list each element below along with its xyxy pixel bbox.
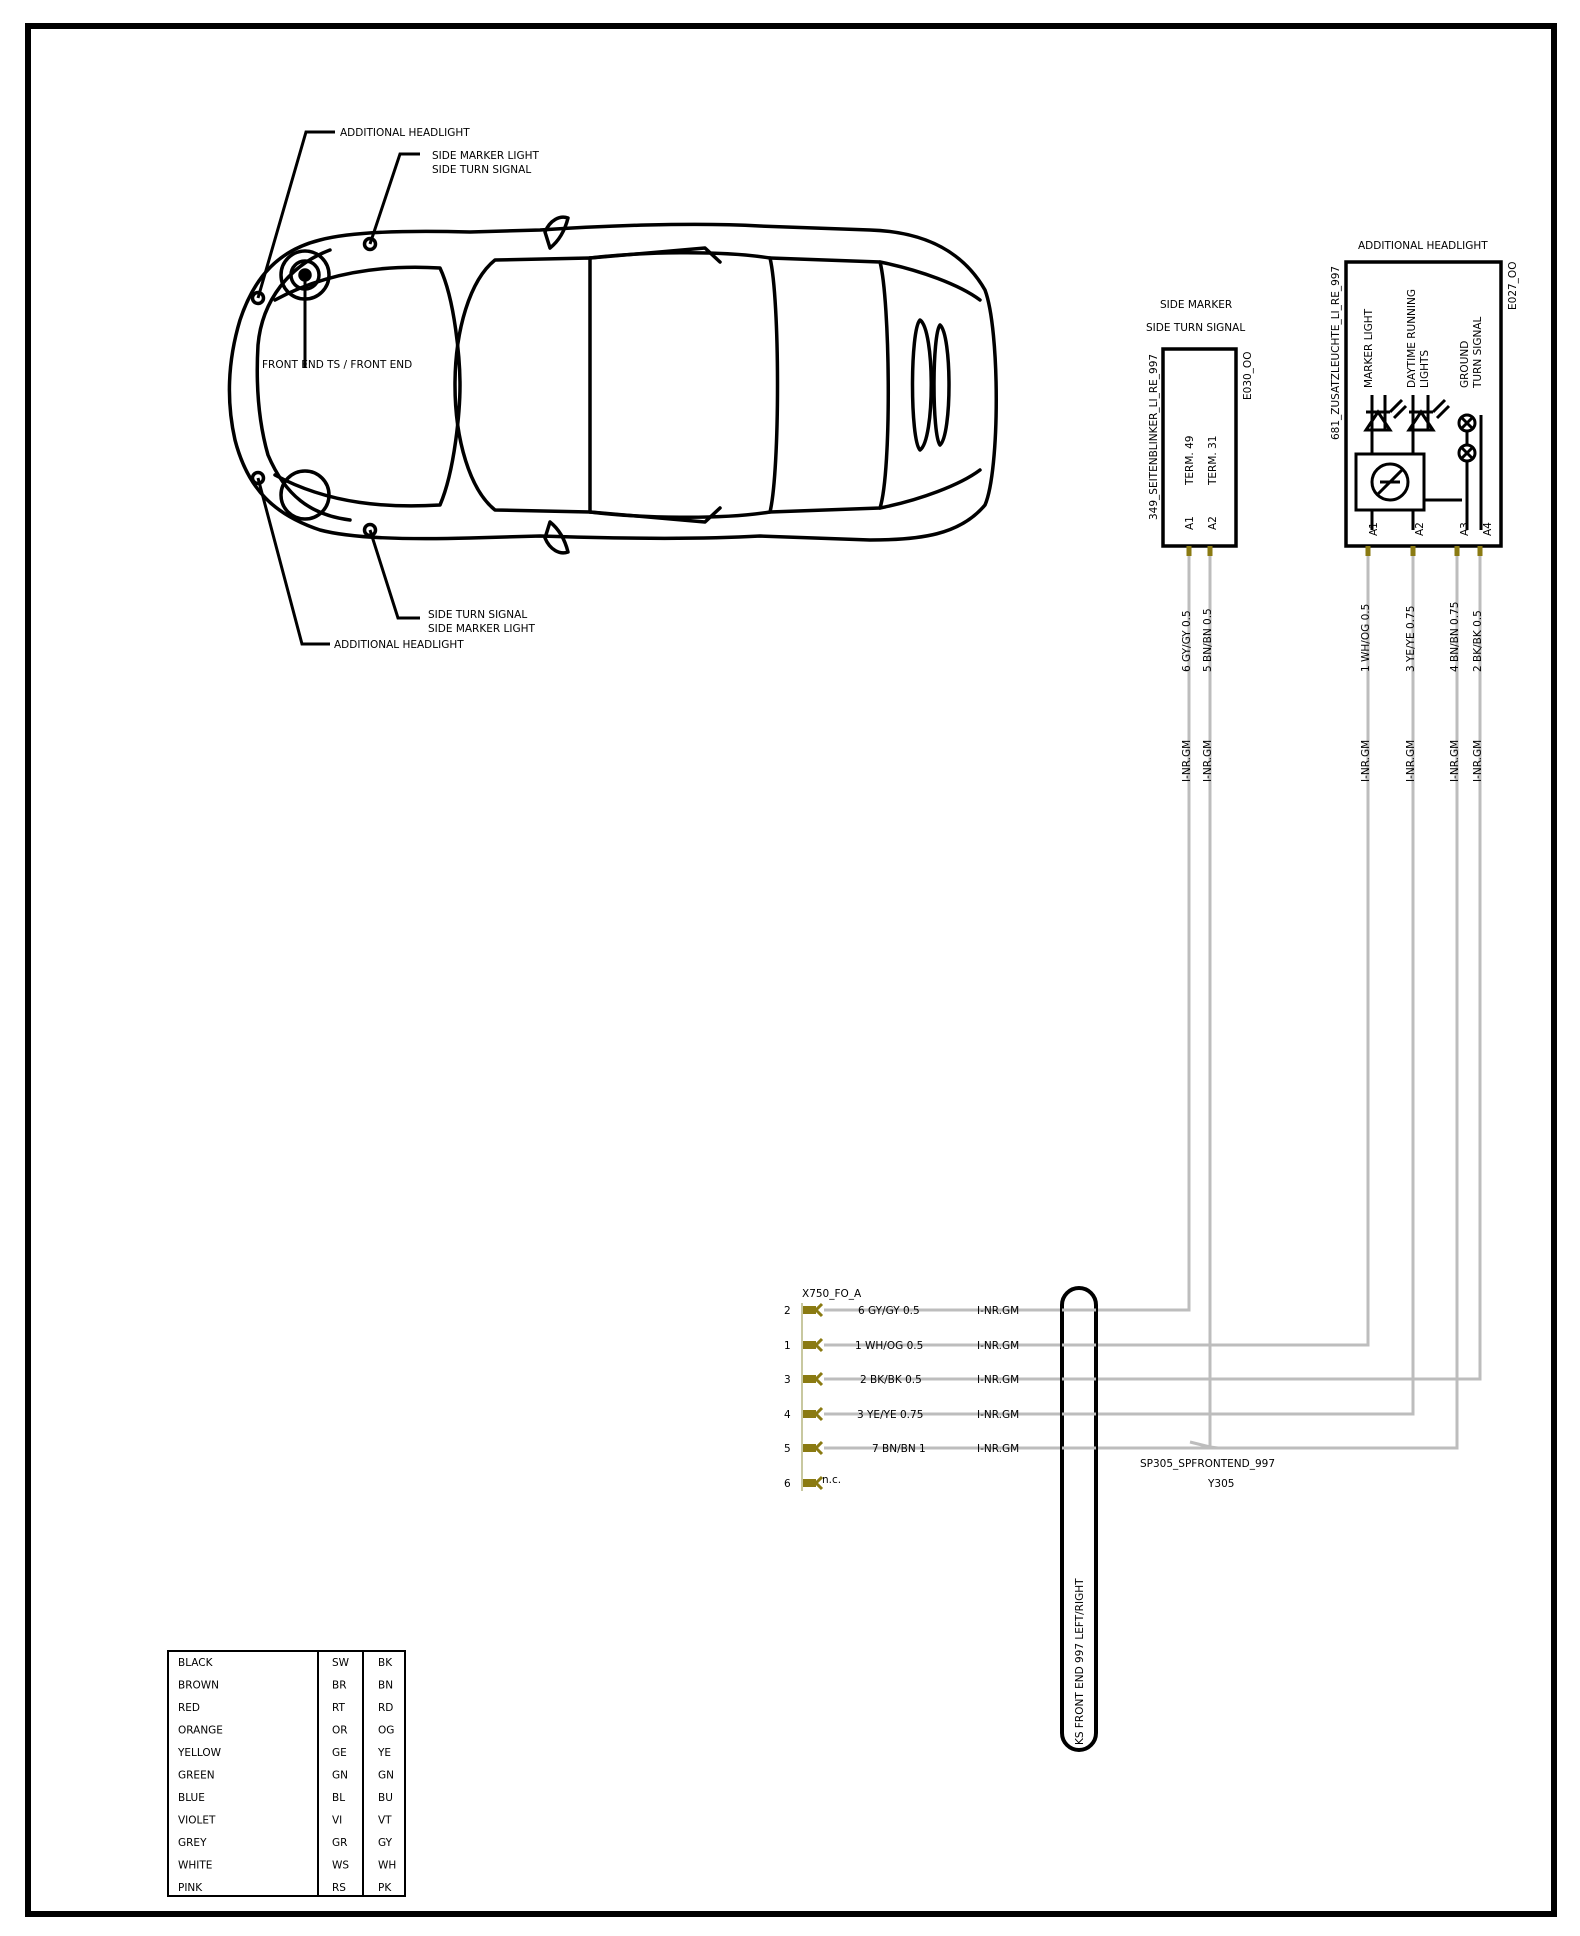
legend-color-name: PINK: [178, 1882, 203, 1894]
page-border: [28, 26, 1554, 1914]
legend-german-code: BR: [332, 1679, 347, 1692]
legend-color-name: BLACK: [178, 1657, 213, 1669]
side-marker-pin-a2: A2: [1207, 516, 1219, 530]
side-marker-code: E030_OO: [1242, 351, 1254, 400]
side-marker-pin-a1: A1: [1184, 516, 1196, 530]
pin-number: 4: [784, 1409, 791, 1421]
pin-wire-label: 7 BN/BN 1: [872, 1443, 926, 1455]
legend-german-code: RT: [332, 1702, 345, 1714]
legend-color-name: BLUE: [178, 1792, 205, 1804]
additional-headlight-part-name: 681_ZUSATZLEUCHTE_LI_RE_997: [1330, 265, 1342, 440]
drl-label-1: DAYTIME RUNNING: [1406, 288, 1418, 388]
wires: [824, 556, 1480, 1448]
legend-german-code: SW: [332, 1657, 350, 1669]
legend-english-code: BU: [378, 1792, 393, 1804]
legend-english-code: PK: [378, 1882, 392, 1894]
vwire-route-2: I-NR.GM: [1360, 739, 1372, 782]
connector-pin: [784, 1373, 1019, 1386]
wire-bk-bk: [824, 556, 1480, 1379]
connector-pin: [784, 1304, 1019, 1317]
ground-label-2: TURN SIGNAL: [1472, 316, 1484, 388]
legend-german-code: WS: [332, 1859, 350, 1872]
side-marker-subtitle: SIDE TURN SIGNAL: [1146, 322, 1246, 334]
wire-gy-gy: [824, 556, 1189, 1310]
car-top-view: [229, 217, 996, 553]
label-side-marker-bottom: SIDE MARKER LIGHT: [428, 623, 535, 635]
label-additional-headlight-bottom: ADDITIONAL HEADLIGHT: [334, 639, 464, 651]
legend-color-name: YELLOW: [178, 1747, 222, 1759]
legend-german-code: BL: [332, 1792, 346, 1804]
pin-wire-label: 1 WH/OG 0.5: [855, 1340, 924, 1352]
side-marker-term-31: TERM. 31: [1207, 435, 1219, 485]
legend-color-name: ORANGE: [178, 1724, 223, 1737]
pin-wire-label: 2 BK/BK 0.5: [860, 1374, 922, 1386]
legend-english-code: GY: [378, 1837, 393, 1849]
connector-pin: [784, 1442, 1019, 1455]
legend-color-name: BROWN: [178, 1679, 220, 1692]
legend-english-code: WH: [378, 1859, 397, 1872]
pin-number: 2: [784, 1305, 791, 1317]
label-side-marker-top: SIDE MARKER LIGHT: [432, 150, 539, 162]
legend-german-code: GR: [332, 1837, 348, 1849]
pin-number: 5: [784, 1443, 791, 1455]
legend-color-name: RED: [178, 1702, 201, 1714]
vwire-color-0: 6 GY/GY 0.5: [1181, 610, 1193, 672]
headlight-internal-symbols: [1356, 395, 1481, 530]
splice-name: SP305_SPFRONTEND_997: [1140, 1458, 1276, 1470]
additional-headlight-code: E027_OO: [1507, 261, 1519, 310]
connector-name: X750_FO_A: [802, 1288, 862, 1300]
legend-german-code: GE: [332, 1747, 347, 1759]
pin-nc-label: n.c.: [822, 1474, 842, 1486]
legend-color-name: GREY: [178, 1837, 207, 1849]
legend-english-code: YE: [378, 1747, 392, 1759]
pin-wire-label: 6 GY/GY 0.5: [858, 1305, 920, 1317]
headlight-pin-a3: A3: [1459, 522, 1471, 536]
pin-wire-label: 3 YE/YE 0.75: [857, 1409, 924, 1421]
wire-ye-ye: [824, 556, 1413, 1414]
legend-german-code: GN: [332, 1769, 348, 1782]
vwire-route-1: I-NR.GM: [1202, 739, 1214, 782]
vwire-route-0: I-NR.GM: [1181, 739, 1193, 782]
legend-english-code: VT: [378, 1814, 392, 1827]
drl-label-2: LIGHTS: [1419, 349, 1431, 388]
legend-english-code: GN: [378, 1769, 394, 1782]
connector-pins: [784, 1303, 1019, 1491]
legend-english-code: OG: [378, 1724, 395, 1737]
vertical-wire-labels: [1181, 602, 1484, 782]
vwire-color-3: 3 YE/YE 0.75: [1405, 605, 1417, 672]
pin-route-label: I-NR.GM: [977, 1374, 1020, 1386]
side-marker-box: [1163, 349, 1236, 546]
pin-number: 3: [784, 1374, 791, 1386]
connector-pin: [784, 1339, 1019, 1352]
legend-english-code: BN: [378, 1679, 394, 1692]
side-marker-term-49: TERM. 49: [1184, 435, 1196, 485]
pin-route-label: I-NR.GM: [977, 1409, 1020, 1421]
vwire-route-5: I-NR.GM: [1472, 739, 1484, 782]
harness-label: KS FRONT END 997 LEFT/RIGHT: [1074, 1578, 1086, 1745]
side-marker-part-name: 349_SEITENBLINKER_LI_RE_997: [1148, 353, 1160, 520]
legend-english-code: RD: [378, 1702, 394, 1714]
ground-label-1: GROUND: [1459, 340, 1471, 388]
pin-number: 1: [784, 1340, 791, 1352]
vwire-route-3: I-NR.GM: [1405, 739, 1417, 782]
headlight-pin-a1: A1: [1368, 522, 1380, 536]
legend-german-code: OR: [332, 1724, 348, 1737]
legend-color-name: GREEN: [178, 1769, 215, 1782]
color-legend: [168, 1651, 405, 1896]
vwire-route-4: I-NR.GM: [1449, 739, 1461, 782]
legend-german-code: RS: [332, 1882, 346, 1894]
legend-german-code: VI: [332, 1814, 343, 1827]
legend-color-name: WHITE: [178, 1859, 213, 1872]
side-marker-title: SIDE MARKER: [1160, 299, 1233, 311]
vwire-color-1: 5 BN/BN 0.5: [1202, 608, 1214, 672]
legend-english-code: BK: [378, 1657, 393, 1669]
vwire-color-5: 2 BK/BK 0.5: [1472, 610, 1484, 672]
connector-pin: [784, 1408, 1019, 1421]
headlight-pin-a4: A4: [1482, 522, 1494, 536]
pin-number: 6: [784, 1478, 791, 1490]
car-leader-lines: [258, 132, 420, 644]
label-side-turn-bottom: SIDE TURN SIGNAL: [428, 609, 528, 621]
additional-headlight-title: ADDITIONAL HEADLIGHT: [1358, 240, 1488, 252]
vwire-color-4: 4 BN/BN 0.75: [1449, 601, 1461, 672]
pin-route-label: I-NR.GM: [977, 1340, 1020, 1352]
label-additional-headlight-top: ADDITIONAL HEADLIGHT: [340, 127, 470, 139]
pin-route-label: I-NR.GM: [977, 1305, 1020, 1317]
splice-code: Y305: [1208, 1478, 1235, 1490]
vwire-color-2: 1 WH/OG 0.5: [1360, 603, 1372, 672]
marker-light-label: MARKER LIGHT: [1363, 308, 1375, 388]
wire-wh-og: [824, 556, 1368, 1345]
label-front-end: FRONT END TS / FRONT END: [262, 359, 413, 371]
label-side-turn-top: SIDE TURN SIGNAL: [432, 164, 532, 176]
headlight-pin-a2: A2: [1414, 522, 1426, 536]
pin-route-label: I-NR.GM: [977, 1443, 1020, 1455]
legend-color-name: VIOLET: [178, 1814, 216, 1827]
connector-pin: [784, 1474, 841, 1490]
